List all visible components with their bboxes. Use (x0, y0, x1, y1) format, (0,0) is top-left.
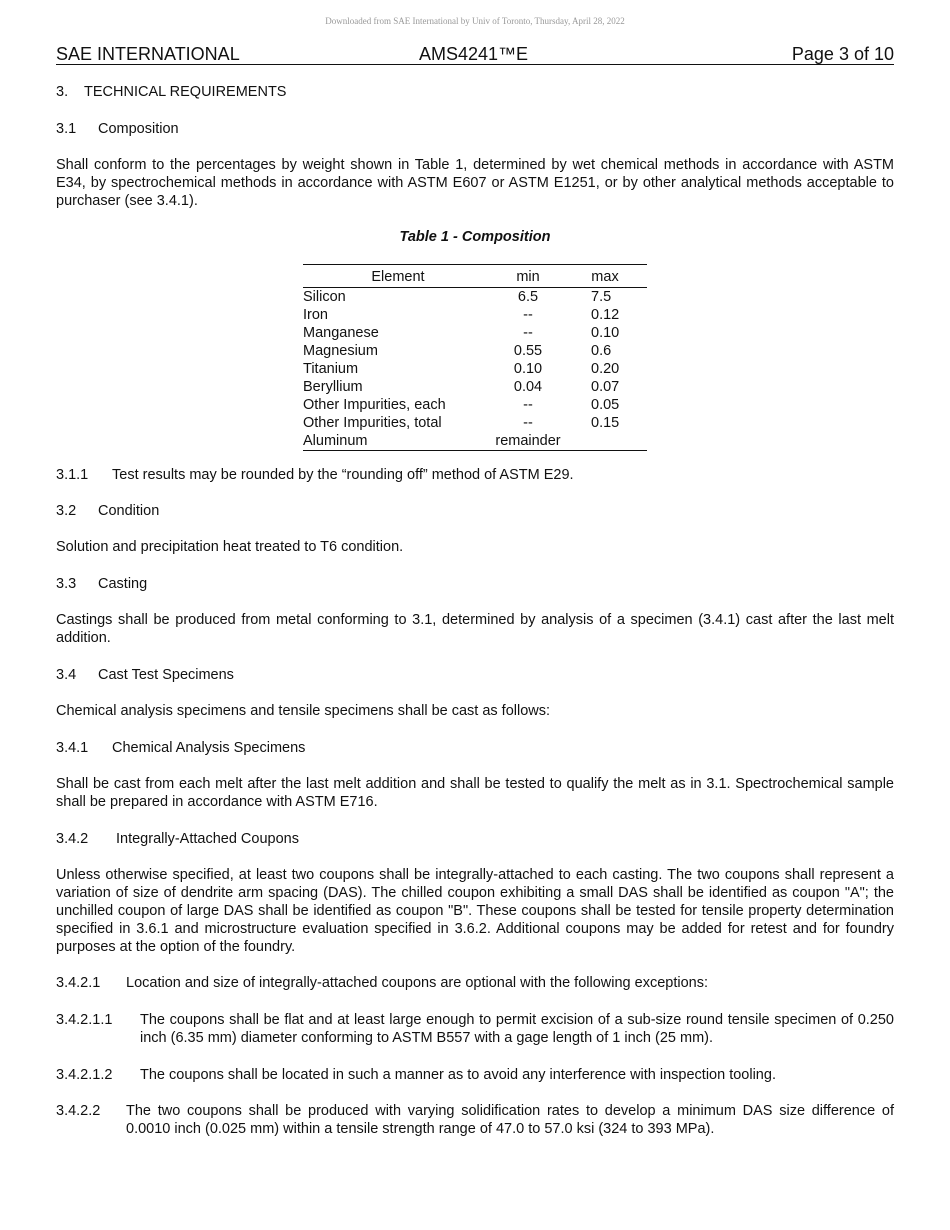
cell-element: Manganese (303, 325, 379, 341)
cell-max: 0.05 (591, 397, 620, 413)
section-text: The coupons shall be flat and at least large enough to permit excision of a sub-size round tensile specimen of 0.250 inch (6.35 mm) diameter conforming to ASTM B557 with a gage length of 1 inch (25 mm). (140, 1012, 894, 1046)
section-number: 3.4.2.1.2 (56, 1067, 113, 1083)
cell-min: -- (523, 415, 533, 431)
cell-min: 0.10 (513, 361, 543, 377)
section-title: Condition (98, 503, 160, 519)
section-number: 3.1 (56, 121, 77, 137)
table-caption: Table 1 - Composition (399, 229, 551, 245)
column-header-element: Element (303, 265, 493, 288)
section-3-4-2-1-1 (56, 1011, 894, 1047)
section-number: 3.4.2 (56, 831, 89, 847)
section-title: Integrally-Attached Coupons (116, 831, 299, 847)
cell-element: Magnesium (303, 343, 378, 359)
section-3-1-body: Shall conform to the percentages by weight shown in Table 1, determined by wet chemical methods in accordance with ASTM E34, by spectrochemical methods in accordance with ASTM E607 or ASTM E1251, or by other analytical methods acceptable to purchaser (see 3.4.1). (56, 157, 894, 209)
section-title: Composition (98, 121, 179, 137)
header-org: SAE INTERNATIONAL (56, 44, 240, 64)
cell-min: -- (523, 307, 533, 323)
table-header-row (303, 265, 647, 288)
cell-min: 6.5 (517, 289, 539, 305)
section-title: Chemical Analysis Specimens (112, 740, 306, 756)
cell-element: Silicon (303, 289, 346, 305)
table-row (303, 342, 647, 360)
section-number: 3.1.1 (56, 467, 89, 483)
section-text: Location and size of integrally-attached coupons are optional with the following exceptions: (126, 975, 708, 991)
section-number: 3. (56, 84, 69, 100)
table-row (303, 306, 647, 324)
table-row (303, 378, 647, 396)
cell-min: 0.04 (513, 379, 543, 395)
section-number: 3.4.2.1 (56, 975, 101, 991)
table-row (303, 288, 647, 307)
section-title: Cast Test Specimens (98, 667, 234, 683)
section-text: The two coupons shall be produced with varying solidification rates to develop a minimum DAS size difference of 0.0010 inch (0.025 mm) within a tensile strength range of 47.0 to 57.0 ksi (324 to 393 MPa). (126, 1103, 894, 1137)
section-3-2-heading (56, 502, 894, 520)
section-number: 3.4 (56, 667, 77, 683)
page-header (56, 44, 894, 65)
section-3-2-body: Solution and precipitation heat treated to T6 condition. (56, 539, 404, 555)
composition-table (303, 264, 647, 451)
cell-max: 0.07 (591, 379, 620, 395)
header-doc-number: AMS4241™E (419, 44, 529, 64)
section-3-4-1-heading (56, 739, 894, 757)
table-row (303, 396, 647, 414)
cell-min: remainder (495, 433, 561, 449)
section-3-3-heading (56, 575, 894, 593)
section-number: 3.4.2.2 (56, 1103, 101, 1119)
section-number: 3.4.2.1.1 (56, 1012, 113, 1028)
section-3-4-1-body: Shall be cast from each melt after the last melt addition and shall be tested to qualify the melt as in 3.1. Spectrochemical sample shall be prepared in accordance with ASTM E716. (56, 776, 894, 810)
cell-element: Other Impurities, total (303, 415, 442, 431)
section-title: Casting (98, 576, 148, 592)
cell-max (563, 432, 647, 451)
column-header-min: min (493, 265, 563, 288)
cell-min: -- (523, 397, 533, 413)
column-header-max: max (563, 265, 647, 288)
section-3-4-2-body: Unless otherwise specified, at least two coupons shall be integrally-attached to each casting. The two coupons shall represent a variation of size of dendrite arm spacing (DAS). The chilled coupon exhibiting a small DAS shall be identified as coupon "A"; the unchilled coupon of large DAS shall be identified as coupon "B". These coupons shall be tested for tensile property determination specified in 3.6.1 and microstructure evaluation specified in 3.6.2. Additional coupons may be added for retest and for foundry purposes at the option of the foundry. (56, 867, 894, 955)
section-text: Test results may be rounded by the “rounding off” method of ASTM E29. (112, 467, 574, 483)
section-3-heading (56, 83, 894, 101)
table-row (303, 432, 647, 451)
cell-min: 0.55 (513, 343, 543, 359)
section-3-1-1 (56, 466, 894, 484)
cell-element: Beryllium (303, 379, 363, 395)
header-page-number: Page 3 of 10 (791, 44, 894, 64)
section-3-4-2-heading (56, 830, 894, 848)
download-notice: Downloaded from SAE International by Univ of Toronto, Thursday, April 28, 2022 (325, 16, 625, 26)
cell-element: Other Impurities, each (303, 397, 446, 413)
section-3-1-heading (56, 120, 894, 138)
cell-max: 0.15 (591, 415, 620, 431)
section-3-3-body: Castings shall be produced from metal conforming to 3.1, determined by analysis of a specimen (3.4.1) cast after the last melt addition. (56, 612, 894, 646)
table-row (303, 324, 647, 342)
section-number: 3.4.1 (56, 740, 89, 756)
table-row (303, 414, 647, 432)
section-3-4-heading (56, 666, 894, 684)
section-3-4-2-1 (56, 974, 894, 992)
section-3-4-2-2 (56, 1102, 894, 1138)
cell-element: Titanium (303, 361, 359, 377)
section-3-4-body: Chemical analysis specimens and tensile specimens shall be cast as follows: (56, 703, 551, 719)
cell-max: 0.6 (591, 343, 612, 359)
cell-max: 0.12 (591, 307, 620, 323)
section-number: 3.3 (56, 576, 77, 592)
cell-max: 0.10 (591, 325, 620, 341)
table-row (303, 360, 647, 378)
cell-element: Iron (303, 307, 328, 323)
cell-min: -- (523, 325, 533, 341)
cell-max: 7.5 (591, 289, 612, 305)
section-title: TECHNICAL REQUIREMENTS (84, 84, 287, 100)
section-number: 3.2 (56, 503, 77, 519)
cell-element: Aluminum (303, 433, 368, 449)
section-3-4-2-1-2 (56, 1066, 894, 1084)
cell-max: 0.20 (591, 361, 620, 377)
section-text: The coupons shall be located in such a manner as to avoid any interference with inspection tooling. (140, 1067, 776, 1083)
